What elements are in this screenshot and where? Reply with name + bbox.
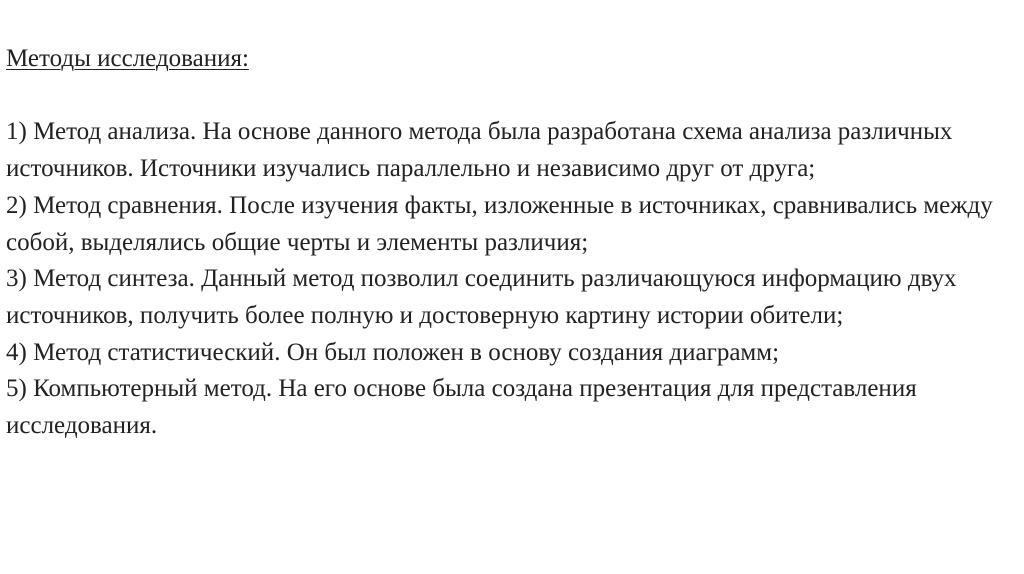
list-item-2: 2) Метод сравнения. После изучения факты, изложенные в источниках, сравнивались между собой, выделялись общие черты и элементы различия; bbox=[6, 191, 993, 256]
list-item-4: 4) Метод статистический. Он был положен в основу создания диаграмм; bbox=[6, 338, 780, 366]
list-item-5: 5) Компьютерный метод. На его основе была создана презентация для представления исследования. bbox=[6, 375, 917, 440]
list-item-1: 1) Метод анализа. На основе данного метода была разработана схема анализа различных источников. Источники изучались параллельно и независимо друг от друга; bbox=[6, 118, 953, 183]
list-item-3: 3) Метод синтеза. Данный метод позволил соединить различающуюся информацию двух источников, получить более полную и достоверную картину истории обители; bbox=[6, 265, 957, 329]
slide-content bbox=[6, 41, 1011, 445]
spacer bbox=[6, 78, 1011, 115]
slide-heading: Методы исследования: bbox=[6, 45, 249, 72]
